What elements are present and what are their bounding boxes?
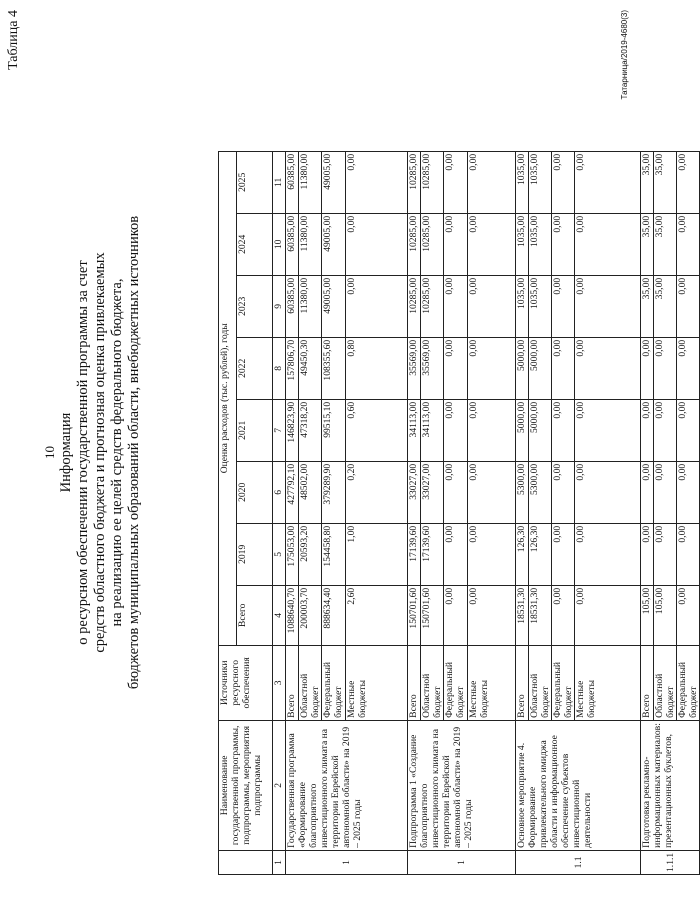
value-cell: 47318,20 (299, 399, 322, 461)
value-cell: 0,00 (677, 461, 700, 523)
value-cell: 0,00 (654, 523, 677, 585)
value-cell: 1,00 (346, 523, 408, 585)
heading-line: средств областного бюджета и прогнозная оценка привлекаемых (92, 252, 108, 653)
value-cell: 20593,20 (299, 523, 322, 585)
column-number: 8 (273, 337, 286, 399)
value-cell: 0,00 (641, 461, 654, 523)
value-cell: 1088640,70 (286, 585, 299, 645)
value-cell: 18531,30 (529, 585, 552, 645)
header-year: 2021 (237, 399, 273, 461)
value-cell: 108355,60 (322, 337, 346, 399)
value-cell: 11380,00 (299, 275, 322, 337)
source-cell: Областной бюджет (299, 645, 322, 720)
value-cell: 0,00 (552, 399, 575, 461)
value-cell: 5000,00 (516, 337, 529, 399)
value-cell: 33027,00 (408, 461, 421, 523)
value-cell: 0,00 (468, 585, 516, 645)
value-cell: 0,00 (575, 461, 641, 523)
row-number-cell: 1.1.1 (641, 850, 700, 874)
value-cell: 0,00 (677, 275, 700, 337)
value-cell: 0,00 (444, 461, 468, 523)
document-code: Татарница/2019-4680(3) (620, 10, 629, 100)
value-cell: 0,80 (346, 337, 408, 399)
column-number: 7 (273, 399, 286, 461)
value-cell: 35569,00 (408, 337, 421, 399)
column-number: 2 (273, 720, 286, 850)
document-heading (58, 0, 143, 905)
value-cell: 0,00 (346, 275, 408, 337)
value-cell: 35569,00 (421, 337, 444, 399)
value-cell: 0,00 (552, 523, 575, 585)
value-cell: 10285,00 (408, 151, 421, 213)
value-cell: 157806,70 (286, 337, 299, 399)
row-number-cell: 1 (286, 850, 408, 874)
value-cell: 0,00 (677, 151, 700, 213)
table-row (516, 151, 529, 874)
value-cell: 49005,00 (322, 151, 346, 213)
value-cell: 35,00 (654, 213, 677, 275)
value-cell: 0,00 (468, 523, 516, 585)
value-cell: 0,00 (575, 523, 641, 585)
value-cell: 126,30 (529, 523, 552, 585)
value-cell: 1035,00 (529, 151, 552, 213)
source-cell: Местные бюджеты (575, 645, 641, 720)
value-cell: 105,00 (641, 585, 654, 645)
value-cell: 0,00 (654, 461, 677, 523)
heading-line: на реализацию ее целей средств федерального бюджета, (109, 278, 125, 627)
value-cell: 17139,60 (408, 523, 421, 585)
value-cell: 5300,00 (529, 461, 552, 523)
source-cell: Федеральный бюджет (552, 645, 575, 720)
value-cell: 0,60 (346, 399, 408, 461)
value-cell: 1035,00 (516, 213, 529, 275)
source-cell: Всего (286, 645, 299, 720)
heading-line: бюджетов муниципальных образований области, внебюджетных источников (126, 215, 142, 690)
value-cell: 0,00 (468, 461, 516, 523)
value-cell: 0,00 (552, 461, 575, 523)
header-num-cell (219, 850, 273, 874)
value-cell: 0,00 (641, 337, 654, 399)
table-row (641, 151, 654, 874)
source-cell: Федеральный бюджет (444, 645, 468, 720)
value-cell: 5000,00 (529, 337, 552, 399)
column-number: 1 (273, 850, 286, 874)
value-cell: 11380,00 (299, 213, 322, 275)
source-cell: Всего (516, 645, 529, 720)
value-cell: 0,00 (444, 151, 468, 213)
value-cell: 0,00 (641, 399, 654, 461)
value-cell: 10285,00 (421, 275, 444, 337)
column-number: 3 (273, 645, 286, 720)
value-cell: 0,00 (575, 399, 641, 461)
value-cell: 126,30 (516, 523, 529, 585)
value-cell: 0,00 (444, 275, 468, 337)
source-cell: Федеральный бюджет (677, 645, 700, 720)
program-name-cell: Государственная программа «Формирование благоприятного инвестиционного климата на территории Еврейской автономной области» на 2019 – 2025 годы (286, 720, 408, 850)
source-cell: Областной бюджет (421, 645, 444, 720)
value-cell: 0,00 (677, 399, 700, 461)
table-row (408, 151, 421, 874)
value-cell: 11380,00 (299, 151, 322, 213)
source-cell: Всего (641, 645, 654, 720)
heading-line: о ресурсном обеспечении государственной программы за счет (75, 260, 91, 645)
header-row (219, 151, 237, 874)
source-cell: Местные бюджеты (468, 645, 516, 720)
value-cell: 379289,90 (322, 461, 346, 523)
value-cell: 5300,00 (516, 461, 529, 523)
header-year: 2023 (237, 275, 273, 337)
page-number: 10 (42, 446, 57, 459)
heading-line: Информация (58, 412, 74, 493)
value-cell: 0,00 (552, 213, 575, 275)
column-number: 11 (273, 151, 286, 213)
value-cell: 150701,60 (421, 585, 444, 645)
header-year: 2025 (237, 151, 273, 213)
column-number: 10 (273, 213, 286, 275)
value-cell: 0,00 (468, 399, 516, 461)
column-number: 6 (273, 461, 286, 523)
value-cell: 0,00 (552, 585, 575, 645)
column-number: 9 (273, 275, 286, 337)
value-cell: 0,00 (677, 585, 700, 645)
value-cell: 0,00 (346, 213, 408, 275)
source-cell: Всего (408, 645, 421, 720)
header-year: 2022 (237, 337, 273, 399)
program-name-cell: Подпрограмма 1 «Создание благоприятного инвестиционного климата на территории Еврейской автономной области» на 2019 – 2025 годы (408, 720, 516, 850)
header-source: Источники ресурсного обеспечения (219, 645, 273, 720)
value-cell: 0,00 (444, 399, 468, 461)
value-cell: 60385,00 (286, 275, 299, 337)
source-cell: Областной бюджет (529, 645, 552, 720)
value-cell: 0,00 (468, 151, 516, 213)
value-cell: 33027,00 (421, 461, 444, 523)
value-cell: 175053,00 (286, 523, 299, 585)
value-cell: 0,00 (677, 337, 700, 399)
source-cell: Федеральный бюджет (322, 645, 346, 720)
value-cell: 60385,00 (286, 151, 299, 213)
value-cell: 0,00 (468, 275, 516, 337)
value-cell: 0,00 (468, 213, 516, 275)
value-cell: 150701,60 (408, 585, 421, 645)
value-cell: 48502,00 (299, 461, 322, 523)
value-cell: 10285,00 (421, 213, 444, 275)
value-cell: 10285,00 (408, 213, 421, 275)
value-cell: 0,00 (575, 337, 641, 399)
value-cell: 0,00 (346, 151, 408, 213)
value-cell: 0,00 (654, 337, 677, 399)
value-cell: 0,00 (677, 523, 700, 585)
source-cell: Областной бюджет (654, 645, 677, 720)
value-cell: 0,00 (575, 585, 641, 645)
header-name: Наименование государственной программы, подпрограммы, мероприятия подпрограммы (219, 720, 273, 850)
value-cell: 427792,10 (286, 461, 299, 523)
header-estimate: Оценка расходов (тыс. рублей), годы (219, 151, 237, 645)
value-cell: 1035,00 (529, 213, 552, 275)
program-name-cell: Основное мероприятие 4. Формирование привлекательного имиджа области и информационное обеспечение субъектов инвестиционной деятельности (516, 720, 641, 850)
value-cell: 0,00 (575, 151, 641, 213)
table-label: Таблица 4 (6, 10, 21, 70)
row-number-cell: 1 (408, 850, 516, 874)
value-cell: 1035,00 (516, 151, 529, 213)
value-cell: 154458,80 (322, 523, 346, 585)
value-cell: 0,20 (346, 461, 408, 523)
value-cell: 0,00 (552, 275, 575, 337)
value-cell: 34113,00 (408, 399, 421, 461)
value-cell: 0,00 (575, 275, 641, 337)
value-cell: 35,00 (654, 275, 677, 337)
value-cell: 18531,30 (516, 585, 529, 645)
value-cell: 0,00 (552, 337, 575, 399)
value-cell: 200003,70 (299, 585, 322, 645)
value-cell: 888634,40 (322, 585, 346, 645)
value-cell: 1035,00 (516, 275, 529, 337)
value-cell: 2,60 (346, 585, 408, 645)
header-year: 2020 (237, 461, 273, 523)
value-cell: 1035,00 (529, 275, 552, 337)
program-name-cell: Подготовка рекламно-информационных материалов: презентационных буклетов, (641, 720, 700, 850)
table-row (286, 151, 299, 874)
column-numbers-row (273, 151, 286, 874)
value-cell: 5000,00 (529, 399, 552, 461)
value-cell: 60385,00 (286, 213, 299, 275)
value-cell: 0,00 (552, 151, 575, 213)
value-cell: 10285,00 (408, 275, 421, 337)
value-cell: 0,00 (444, 523, 468, 585)
value-cell: 0,00 (468, 337, 516, 399)
value-cell: 49005,00 (322, 275, 346, 337)
value-cell: 35,00 (641, 275, 654, 337)
value-cell: 0,00 (677, 213, 700, 275)
value-cell: 0,00 (444, 213, 468, 275)
source-cell: Местные бюджеты (346, 645, 408, 720)
value-cell: 0,00 (444, 585, 468, 645)
value-cell: 10285,00 (421, 151, 444, 213)
value-cell: 49450,30 (299, 337, 322, 399)
value-cell: 35,00 (641, 213, 654, 275)
value-cell: 0,00 (641, 523, 654, 585)
row-number-cell: 1.1 (516, 850, 641, 874)
value-cell: 35,00 (641, 151, 654, 213)
value-cell: 0,00 (444, 337, 468, 399)
header-year: 2024 (237, 213, 273, 275)
header-total: Всего (237, 585, 273, 645)
column-number: 4 (273, 585, 286, 645)
header-year: 2019 (237, 523, 273, 585)
value-cell: 0,00 (575, 213, 641, 275)
value-cell: 17139,60 (421, 523, 444, 585)
value-cell: 34113,00 (421, 399, 444, 461)
value-cell: 49005,00 (322, 213, 346, 275)
value-cell: 5000,00 (516, 399, 529, 461)
value-cell: 146823,90 (286, 399, 299, 461)
column-number: 5 (273, 523, 286, 585)
value-cell: 105,00 (654, 585, 677, 645)
value-cell: 99515,10 (322, 399, 346, 461)
value-cell: 35,00 (654, 151, 677, 213)
value-cell: 0,00 (654, 399, 677, 461)
